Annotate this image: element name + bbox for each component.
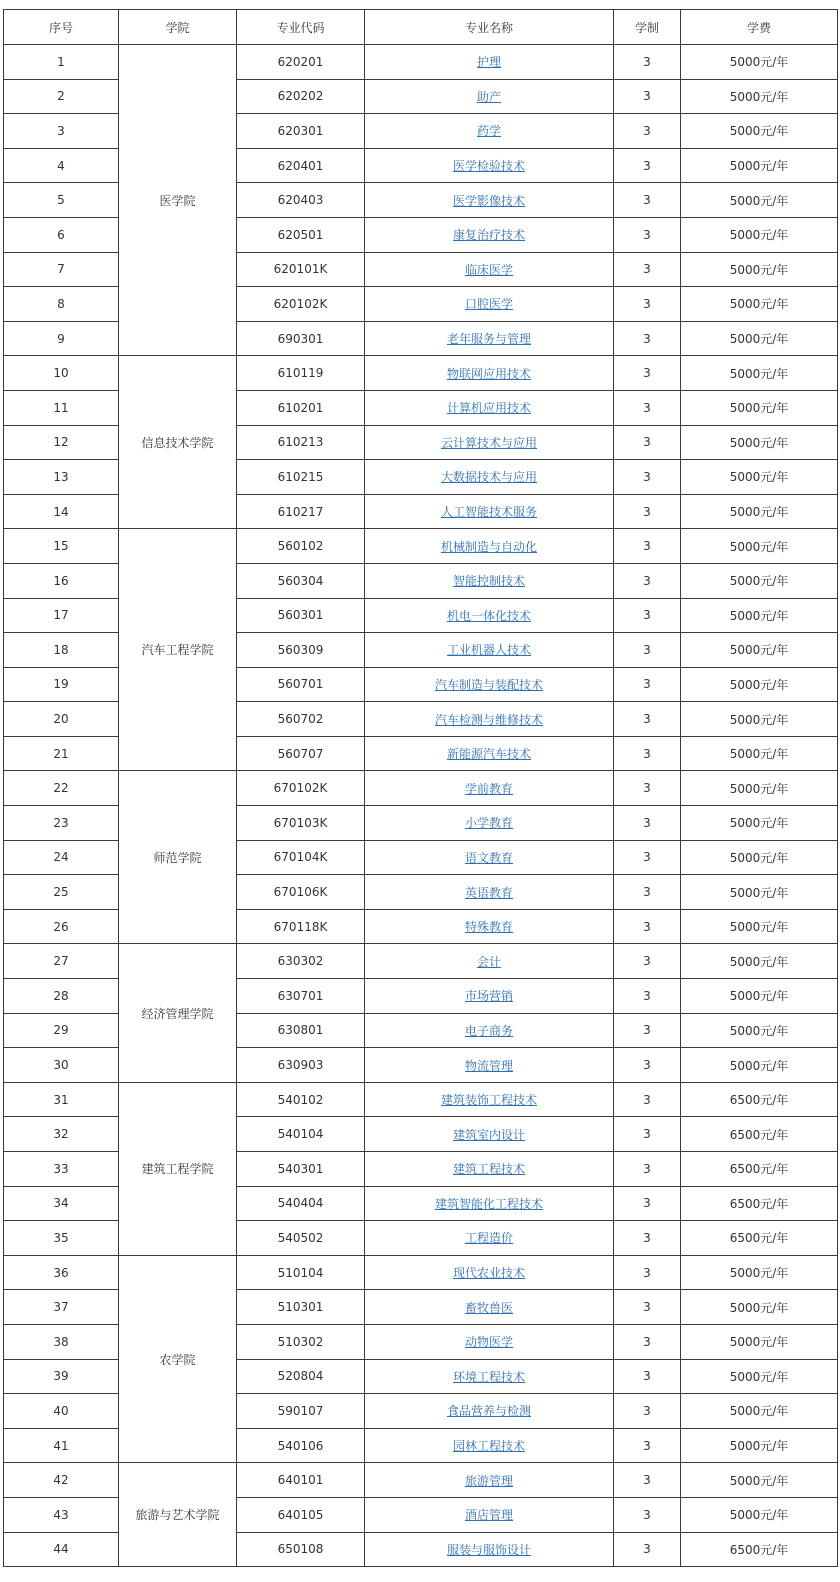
row-index: 27 <box>4 944 119 979</box>
row-index: 24 <box>4 840 119 875</box>
table-row <box>4 1463 838 1498</box>
major-code: 520804 <box>237 1359 365 1394</box>
major-name-cell <box>365 1463 614 1498</box>
duration: 3 <box>614 1186 681 1221</box>
tuition: 5000元/年 <box>681 1359 838 1394</box>
major-name-link[interactable]: 新能源汽车技术 <box>446 747 531 762</box>
duration: 3 <box>614 806 681 841</box>
table-header-row <box>4 10 838 45</box>
tuition: 5000元/年 <box>681 148 838 183</box>
tuition: 5000元/年 <box>681 287 838 322</box>
major-name-cell <box>365 287 614 322</box>
major-name-link[interactable]: 大数据技术与应用 <box>440 470 537 485</box>
row-index: 40 <box>4 1394 119 1429</box>
tuition: 5000元/年 <box>681 598 838 633</box>
row-index: 25 <box>4 875 119 910</box>
row-index: 16 <box>4 563 119 598</box>
college-name: 汽车工程学院 <box>119 529 237 771</box>
tuition: 5000元/年 <box>681 425 838 460</box>
college-name: 医学院 <box>119 45 237 356</box>
tuition: 5000元/年 <box>681 840 838 875</box>
major-name-cell <box>365 390 614 425</box>
college-name: 经济管理学院 <box>119 944 237 1082</box>
major-name-cell <box>365 183 614 218</box>
tuition: 5000元/年 <box>681 1290 838 1325</box>
major-name-link[interactable]: 计算机应用技术 <box>446 401 531 416</box>
major-code: 540404 <box>237 1186 365 1221</box>
tuition: 5000元/年 <box>681 875 838 910</box>
major-name-link[interactable]: 医学影像技术 <box>452 193 525 208</box>
duration: 3 <box>614 1255 681 1290</box>
major-name-cell <box>365 1221 614 1256</box>
major-name-cell <box>365 909 614 944</box>
tuition: 5000元/年 <box>681 114 838 149</box>
major-name-cell <box>365 633 614 668</box>
major-name-link[interactable]: 特殊教育 <box>464 920 513 935</box>
duration: 3 <box>614 736 681 771</box>
major-code: 630801 <box>237 1013 365 1048</box>
major-name-cell <box>365 667 614 702</box>
major-name-cell <box>365 425 614 460</box>
row-index: 42 <box>4 1463 119 1498</box>
duration: 3 <box>614 287 681 322</box>
duration: 3 <box>614 356 681 391</box>
major-name-link[interactable]: 建筑智能化工程技术 <box>434 1196 543 1211</box>
duration: 3 <box>614 1497 681 1532</box>
major-name-link[interactable]: 汽车检测与维修技术 <box>434 712 543 727</box>
major-name-link[interactable]: 语文教育 <box>464 850 513 865</box>
major-name-link[interactable]: 会计 <box>476 954 501 969</box>
duration: 3 <box>614 529 681 564</box>
majors-table <box>3 9 838 1567</box>
major-name-link[interactable]: 人工智能技术服务 <box>440 505 537 520</box>
row-index: 12 <box>4 425 119 460</box>
tuition: 5000元/年 <box>681 1428 838 1463</box>
row-index: 11 <box>4 390 119 425</box>
major-name-link[interactable]: 建筑工程技术 <box>452 1162 525 1177</box>
major-code: 670118K <box>237 909 365 944</box>
tuition: 5000元/年 <box>681 1497 838 1532</box>
major-name-cell <box>365 321 614 356</box>
major-code: 540102 <box>237 1082 365 1117</box>
tuition: 5000元/年 <box>681 909 838 944</box>
duration: 3 <box>614 1394 681 1429</box>
major-code: 670104K <box>237 840 365 875</box>
major-code: 630903 <box>237 1048 365 1083</box>
major-name-link[interactable]: 电子商务 <box>464 1023 513 1038</box>
duration: 3 <box>614 494 681 529</box>
duration: 3 <box>614 183 681 218</box>
major-name-cell <box>365 563 614 598</box>
tuition: 5000元/年 <box>681 183 838 218</box>
major-name-link[interactable]: 机电一体化技术 <box>446 608 531 623</box>
tuition: 5000元/年 <box>681 702 838 737</box>
major-name-link[interactable]: 老年服务与管理 <box>446 332 531 347</box>
tuition: 5000元/年 <box>681 1255 838 1290</box>
tuition: 5000元/年 <box>681 667 838 702</box>
major-name-cell <box>365 217 614 252</box>
header-code: 专业代码 <box>237 10 365 45</box>
major-code: 540301 <box>237 1152 365 1187</box>
row-index: 26 <box>4 909 119 944</box>
tuition: 5000元/年 <box>681 736 838 771</box>
row-index: 30 <box>4 1048 119 1083</box>
duration: 3 <box>614 425 681 460</box>
header-duration: 学制 <box>614 10 681 45</box>
major-code: 540502 <box>237 1221 365 1256</box>
tuition: 5000元/年 <box>681 633 838 668</box>
row-index: 23 <box>4 806 119 841</box>
major-name-cell <box>365 979 614 1014</box>
major-code: 640101 <box>237 1463 365 1498</box>
major-name-cell <box>365 875 614 910</box>
tuition: 5000元/年 <box>681 1394 838 1429</box>
major-code: 630701 <box>237 979 365 1014</box>
major-name-link[interactable]: 智能控制技术 <box>452 574 525 589</box>
tuition: 6500元/年 <box>681 1221 838 1256</box>
major-name-cell <box>365 529 614 564</box>
major-code: 540106 <box>237 1428 365 1463</box>
duration: 3 <box>614 1221 681 1256</box>
major-code: 620401 <box>237 148 365 183</box>
major-code: 620102K <box>237 287 365 322</box>
duration: 3 <box>614 563 681 598</box>
major-name-cell <box>365 1532 614 1567</box>
table-row <box>4 771 838 806</box>
major-name-link[interactable]: 小学教育 <box>464 816 513 831</box>
row-index: 10 <box>4 356 119 391</box>
major-code: 670106K <box>237 875 365 910</box>
header-college: 学院 <box>119 10 237 45</box>
duration: 3 <box>614 1013 681 1048</box>
tuition: 5000元/年 <box>681 356 838 391</box>
duration: 3 <box>614 321 681 356</box>
major-code: 610119 <box>237 356 365 391</box>
row-index: 3 <box>4 114 119 149</box>
major-name-link[interactable]: 医学检验技术 <box>452 159 525 174</box>
row-index: 7 <box>4 252 119 287</box>
duration: 3 <box>614 1117 681 1152</box>
row-index: 2 <box>4 79 119 114</box>
major-name-cell <box>365 1255 614 1290</box>
duration: 3 <box>614 252 681 287</box>
duration: 3 <box>614 1463 681 1498</box>
header-index: 序号 <box>4 10 119 45</box>
duration: 3 <box>614 979 681 1014</box>
major-name-link[interactable]: 市场营销 <box>464 989 513 1004</box>
row-index: 17 <box>4 598 119 633</box>
tuition: 5000元/年 <box>681 45 838 80</box>
major-name-link[interactable]: 酒店管理 <box>464 1508 513 1523</box>
college-name: 农学院 <box>119 1255 237 1463</box>
duration: 3 <box>614 598 681 633</box>
tuition: 5000元/年 <box>681 1463 838 1498</box>
row-index: 44 <box>4 1532 119 1567</box>
major-code: 510302 <box>237 1324 365 1359</box>
row-index: 8 <box>4 287 119 322</box>
college-name: 信息技术学院 <box>119 356 237 529</box>
major-code: 560309 <box>237 633 365 668</box>
major-name-link[interactable]: 工程造价 <box>464 1231 513 1246</box>
table-row <box>4 356 838 391</box>
row-index: 15 <box>4 529 119 564</box>
row-index: 34 <box>4 1186 119 1221</box>
major-code: 560702 <box>237 702 365 737</box>
duration: 3 <box>614 460 681 495</box>
major-name-cell <box>365 494 614 529</box>
major-code: 560304 <box>237 563 365 598</box>
major-name-cell <box>365 1117 614 1152</box>
major-name-link[interactable]: 口腔医学 <box>464 297 513 312</box>
table-body <box>4 45 838 1567</box>
major-code: 610215 <box>237 460 365 495</box>
row-index: 37 <box>4 1290 119 1325</box>
major-name-cell <box>365 1497 614 1532</box>
row-index: 4 <box>4 148 119 183</box>
row-index: 36 <box>4 1255 119 1290</box>
tuition: 5000元/年 <box>681 460 838 495</box>
duration: 3 <box>614 1359 681 1394</box>
major-name-cell <box>365 702 614 737</box>
duration: 3 <box>614 1082 681 1117</box>
major-name-link[interactable]: 服装与服饰设计 <box>446 1542 531 1557</box>
major-code: 560707 <box>237 736 365 771</box>
major-name-cell <box>365 1324 614 1359</box>
major-name-link[interactable]: 建筑装饰工程技术 <box>440 1093 537 1108</box>
tuition: 5000元/年 <box>681 806 838 841</box>
tuition: 5000元/年 <box>681 979 838 1014</box>
major-code: 610201 <box>237 390 365 425</box>
major-name-link[interactable]: 现代农业技术 <box>452 1266 525 1281</box>
major-name-cell <box>365 1152 614 1187</box>
major-name-cell <box>365 1394 614 1429</box>
duration: 3 <box>614 944 681 979</box>
tuition: 6500元/年 <box>681 1152 838 1187</box>
major-name-link[interactable]: 机械制造与自动化 <box>440 539 537 554</box>
duration: 3 <box>614 633 681 668</box>
major-name-link[interactable]: 环境工程技术 <box>452 1369 525 1384</box>
row-index: 33 <box>4 1152 119 1187</box>
duration: 3 <box>614 217 681 252</box>
college-name: 建筑工程学院 <box>119 1082 237 1255</box>
major-name-link[interactable]: 护理 <box>476 55 501 70</box>
major-code: 620501 <box>237 217 365 252</box>
major-name-link[interactable]: 云计算技术与应用 <box>440 435 537 450</box>
row-index: 13 <box>4 460 119 495</box>
major-code: 610213 <box>237 425 365 460</box>
row-index: 22 <box>4 771 119 806</box>
row-index: 41 <box>4 1428 119 1463</box>
major-name-link[interactable]: 动物医学 <box>464 1335 513 1350</box>
duration: 3 <box>614 390 681 425</box>
major-code: 690301 <box>237 321 365 356</box>
major-name-link[interactable]: 旅游管理 <box>464 1473 513 1488</box>
major-name-cell <box>365 148 614 183</box>
major-name-cell <box>365 45 614 80</box>
tuition: 5000元/年 <box>681 321 838 356</box>
row-index: 9 <box>4 321 119 356</box>
row-index: 35 <box>4 1221 119 1256</box>
tuition: 5000元/年 <box>681 563 838 598</box>
duration: 3 <box>614 840 681 875</box>
major-name-cell <box>365 1428 614 1463</box>
row-index: 6 <box>4 217 119 252</box>
major-code: 640105 <box>237 1497 365 1532</box>
major-name-link[interactable]: 物联网应用技术 <box>446 366 531 381</box>
major-code: 650108 <box>237 1532 365 1567</box>
major-code: 620201 <box>237 45 365 80</box>
duration: 3 <box>614 1324 681 1359</box>
major-name-cell <box>365 944 614 979</box>
major-name-cell <box>365 1359 614 1394</box>
duration: 3 <box>614 1428 681 1463</box>
table-row <box>4 1082 838 1117</box>
row-index: 18 <box>4 633 119 668</box>
row-index: 20 <box>4 702 119 737</box>
major-code: 620301 <box>237 114 365 149</box>
tuition: 5000元/年 <box>681 79 838 114</box>
tuition: 5000元/年 <box>681 1048 838 1083</box>
duration: 3 <box>614 875 681 910</box>
duration: 3 <box>614 771 681 806</box>
major-name-link[interactable]: 建筑室内设计 <box>452 1127 525 1142</box>
table-row <box>4 45 838 80</box>
row-index: 39 <box>4 1359 119 1394</box>
tuition: 5000元/年 <box>681 1013 838 1048</box>
major-name-cell <box>365 356 614 391</box>
major-name-cell <box>365 1186 614 1221</box>
major-code: 670102K <box>237 771 365 806</box>
duration: 3 <box>614 1048 681 1083</box>
major-code: 590107 <box>237 1394 365 1429</box>
major-name-cell <box>365 736 614 771</box>
tuition: 5000元/年 <box>681 217 838 252</box>
row-index: 43 <box>4 1497 119 1532</box>
major-name-link[interactable]: 畜牧兽医 <box>464 1300 513 1315</box>
duration: 3 <box>614 1152 681 1187</box>
duration: 3 <box>614 114 681 149</box>
row-index: 14 <box>4 494 119 529</box>
duration: 3 <box>614 1532 681 1567</box>
college-name: 师范学院 <box>119 771 237 944</box>
major-name-link[interactable]: 汽车制造与装配技术 <box>434 677 543 692</box>
duration: 3 <box>614 79 681 114</box>
major-code: 620403 <box>237 183 365 218</box>
major-code: 560102 <box>237 529 365 564</box>
table-row <box>4 1255 838 1290</box>
major-name-cell <box>365 771 614 806</box>
major-name-link[interactable]: 康复治疗技术 <box>452 228 525 243</box>
tuition: 5000元/年 <box>681 944 838 979</box>
major-name-cell <box>365 1048 614 1083</box>
college-name: 旅游与艺术学院 <box>119 1463 237 1567</box>
major-name-link[interactable]: 临床医学 <box>464 262 513 277</box>
major-code: 630302 <box>237 944 365 979</box>
tuition: 5000元/年 <box>681 771 838 806</box>
duration: 3 <box>614 148 681 183</box>
major-name-link[interactable]: 食品营养与检测 <box>446 1404 531 1419</box>
duration: 3 <box>614 1290 681 1325</box>
major-code: 670103K <box>237 806 365 841</box>
major-code: 610217 <box>237 494 365 529</box>
header-major-name: 专业名称 <box>365 10 614 45</box>
major-code: 540104 <box>237 1117 365 1152</box>
tuition: 6500元/年 <box>681 1186 838 1221</box>
major-name-cell <box>365 806 614 841</box>
duration: 3 <box>614 909 681 944</box>
duration: 3 <box>614 702 681 737</box>
major-name-cell <box>365 460 614 495</box>
major-code: 560701 <box>237 667 365 702</box>
major-code: 510301 <box>237 1290 365 1325</box>
major-name-cell <box>365 252 614 287</box>
major-code: 620202 <box>237 79 365 114</box>
major-name-cell <box>365 1013 614 1048</box>
row-index: 21 <box>4 736 119 771</box>
major-code: 620101K <box>237 252 365 287</box>
tuition: 5000元/年 <box>681 390 838 425</box>
major-name-link[interactable]: 园林工程技术 <box>452 1439 525 1454</box>
tuition: 6500元/年 <box>681 1082 838 1117</box>
row-index: 32 <box>4 1117 119 1152</box>
duration: 3 <box>614 667 681 702</box>
major-code: 560301 <box>237 598 365 633</box>
table-row <box>4 944 838 979</box>
row-index: 5 <box>4 183 119 218</box>
major-name-link[interactable]: 英语教育 <box>464 885 513 900</box>
row-index: 1 <box>4 45 119 80</box>
tuition: 5000元/年 <box>681 252 838 287</box>
row-index: 28 <box>4 979 119 1014</box>
tuition: 5000元/年 <box>681 1324 838 1359</box>
major-name-cell <box>365 840 614 875</box>
major-name-link[interactable]: 药学 <box>476 124 501 139</box>
major-name-link[interactable]: 工业机器人技术 <box>446 643 531 658</box>
row-index: 29 <box>4 1013 119 1048</box>
major-name-cell <box>365 1082 614 1117</box>
row-index: 31 <box>4 1082 119 1117</box>
major-name-cell <box>365 114 614 149</box>
tuition: 6500元/年 <box>681 1532 838 1567</box>
major-name-link[interactable]: 学前教育 <box>464 781 513 796</box>
table-row <box>4 529 838 564</box>
major-name-cell <box>365 598 614 633</box>
tuition: 6500元/年 <box>681 1117 838 1152</box>
duration: 3 <box>614 45 681 80</box>
tuition: 5000元/年 <box>681 529 838 564</box>
row-index: 38 <box>4 1324 119 1359</box>
header-tuition: 学费 <box>681 10 838 45</box>
major-name-cell <box>365 79 614 114</box>
row-index: 19 <box>4 667 119 702</box>
tuition: 5000元/年 <box>681 494 838 529</box>
major-name-link[interactable]: 物流管理 <box>464 1058 513 1073</box>
major-code: 510104 <box>237 1255 365 1290</box>
major-name-link[interactable]: 助产 <box>476 89 501 104</box>
major-name-cell <box>365 1290 614 1325</box>
